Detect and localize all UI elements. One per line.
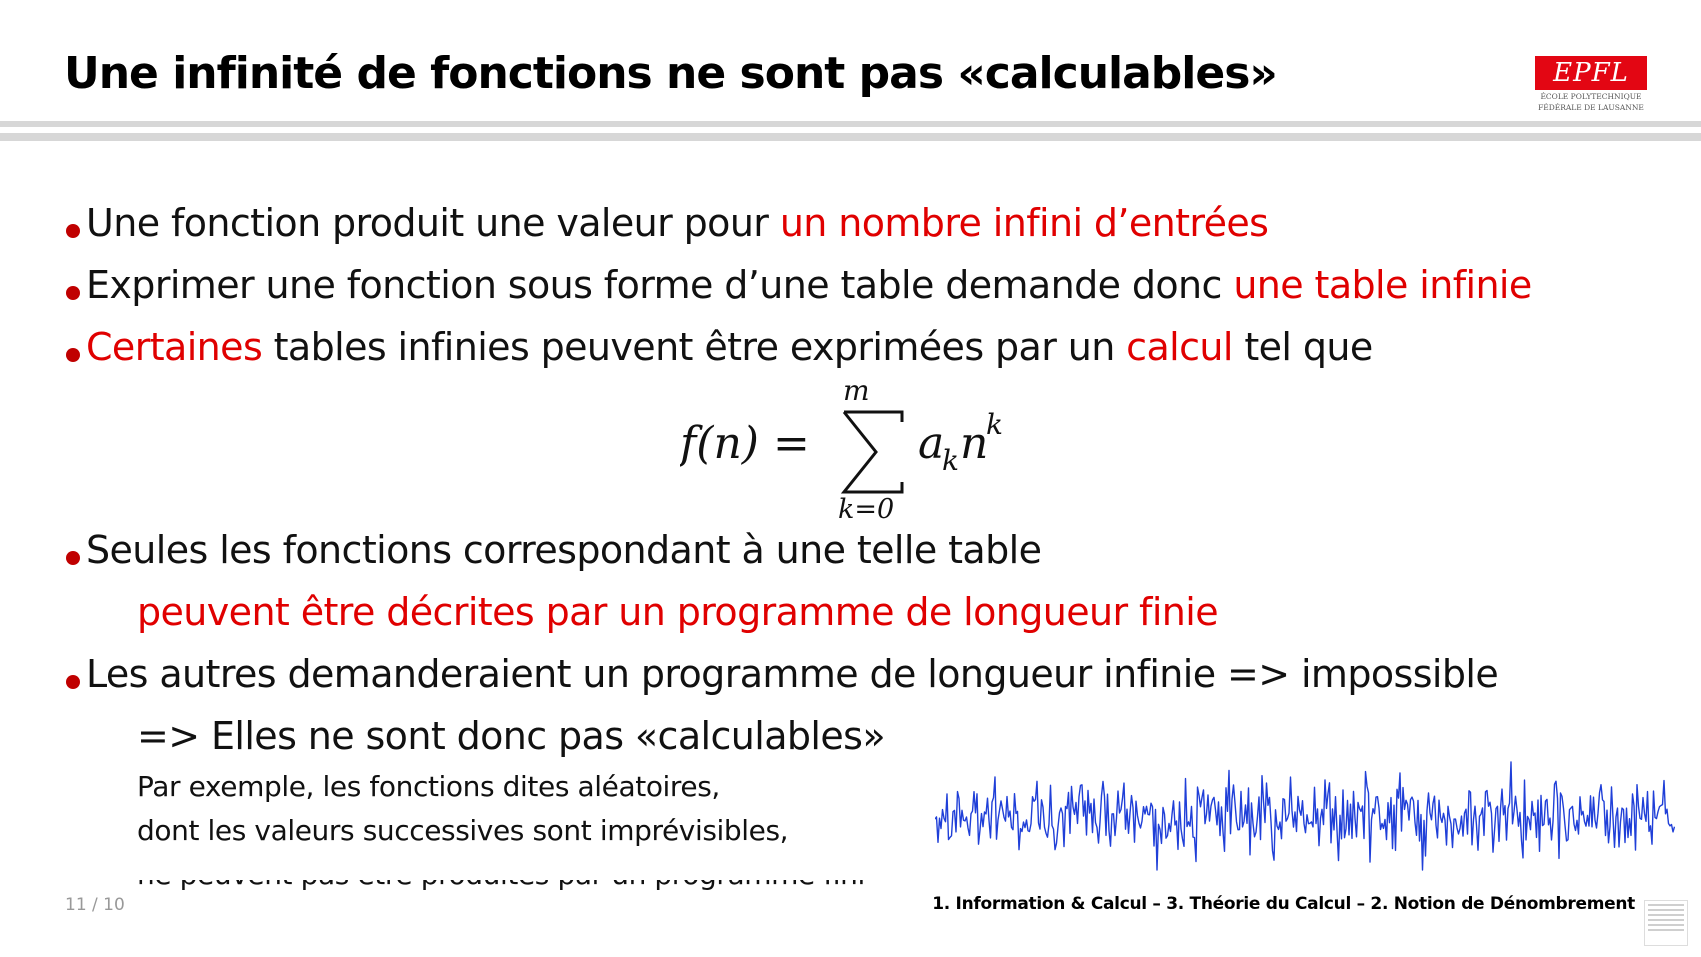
bullet-text: Les autres demanderaient un programme de longueur infinie => impossible (86, 652, 1499, 696)
random-signal-image (935, 760, 1675, 872)
random-signal-waveform (935, 762, 1675, 870)
epfl-logo (1535, 56, 1647, 112)
bullet-text: tel que (1232, 325, 1373, 369)
bullet-highlight: Certaines (86, 325, 263, 369)
bullet-highlight: un nombre infini d’entrées (779, 201, 1269, 245)
bullet-text: Exprimer une fonction sous forme d’une table demande donc (86, 263, 1234, 307)
bullet-dot (66, 675, 80, 689)
sigma-symbol (844, 412, 902, 492)
bullet-dot (66, 224, 80, 238)
bullet-dot (66, 348, 80, 362)
bullet-item-5 (66, 651, 1498, 697)
bullet-highlight: calcul (1126, 325, 1233, 369)
header-divider-top (0, 121, 1701, 127)
bullet-text: Une fonction produit une valeur pour (86, 201, 780, 245)
formula-coefficient: a (918, 418, 945, 469)
slide-title: Une infinité de fonctions ne sont pas «calculables» (64, 48, 1277, 99)
formula-variable: n (960, 418, 989, 469)
bullet-item-5-continuation: => Elles ne sont donc pas «calculables» (137, 714, 886, 758)
bullet-item-4-continuation: peuvent être décrites par un programme de longueur finie (137, 590, 1218, 634)
bullet-text: tables infinies peuvent être exprimées par un (262, 325, 1127, 369)
bullet-item-2 (66, 262, 1532, 308)
formula-lhs: f(n) = (680, 418, 810, 469)
bullet-dot (66, 286, 80, 300)
slide-thumbnail (1644, 900, 1688, 946)
bullet-item-3 (66, 324, 1373, 370)
footer-breadcrumb: 1. Information & Calcul – 3. Théorie du Calcul – 2. Notion de Dénombrement (932, 894, 1635, 914)
polynomial-formula (680, 370, 1020, 520)
epfl-logo-line1: ÉCOLE POLYTECHNIQUE (1540, 92, 1642, 101)
bullet-text: Seules les fonctions correspondant à une telle table (86, 528, 1042, 572)
bullet-highlight: une table infinie (1233, 263, 1532, 307)
epfl-logo-line2: FÉDÉRALE DE LAUSANNE (1538, 103, 1644, 112)
formula-exponent: k (986, 408, 1003, 441)
example-line-2: dont les valeurs successives sont imprévisibles, (137, 814, 789, 847)
bullet-item-1 (66, 200, 1268, 246)
epfl-logo-mark: EPFL (1535, 56, 1647, 90)
bullet-item-4 (66, 527, 1041, 573)
header-divider-bottom (0, 133, 1701, 141)
formula-coefficient-subscript: k (942, 444, 959, 477)
example-line-1: Par exemple, les fonctions dites aléatoires, (137, 770, 720, 803)
formula-lower-bound: k=0 (838, 494, 895, 520)
formula-upper-bound: m (843, 374, 870, 407)
page-number: 11 / 10 (65, 895, 125, 915)
bullet-dot (66, 551, 80, 565)
